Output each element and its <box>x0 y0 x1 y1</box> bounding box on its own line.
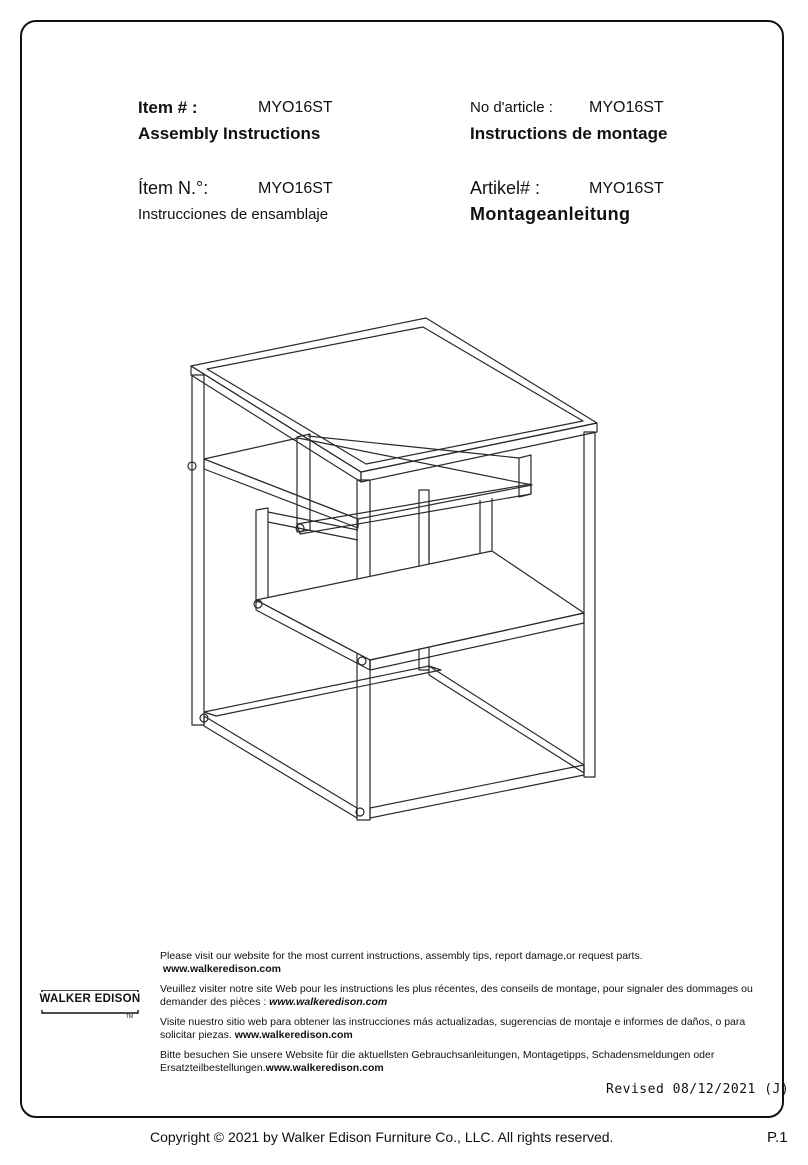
note-de-text: Bitte besuchen Sie unsere Website für die aktuellsten Gebrauchsanleitungen, Montagetipps, Schadensmeldungen oder Ersatzteilbestellungen. <box>160 1049 715 1074</box>
website-notes <box>160 950 766 1082</box>
fr-instructions-title: Instructions de montage <box>470 124 668 143</box>
note-es-url[interactable]: www.walkeredison.com <box>234 1029 353 1041</box>
note-en <box>160 950 766 976</box>
item-number-label: Item # : <box>138 98 198 117</box>
mid-frame-left <box>256 508 268 602</box>
note-en-url[interactable]: www.walkeredison.com <box>162 963 281 975</box>
logo-text: WALKER EDISON <box>39 993 141 1005</box>
bottom-frame-left <box>204 666 441 716</box>
note-fr <box>160 983 766 1009</box>
fr-item-label: No d'article : <box>470 99 553 116</box>
item-number-value: MYO16ST <box>258 99 333 116</box>
note-fr-text: Veuillez visiter notre site Web pour les instructions les plus récentes, des conseils de montage, pour signaler des dommages ou demander des pièces : <box>160 983 753 1008</box>
es-item-label: Ítem N.°: <box>138 178 209 198</box>
revision-date: Revised 08/12/2021 (J) <box>606 1082 790 1097</box>
de-item-label: Artikel# : <box>470 178 541 198</box>
bottom-frame-right <box>370 765 584 818</box>
walker-edison-logo <box>38 990 142 1020</box>
upper-cube-right <box>519 455 531 497</box>
de-item-value: MYO16ST <box>589 180 664 197</box>
left-front-leg <box>192 375 204 725</box>
logo-tm: TM <box>126 1014 134 1020</box>
assembly-instructions-title: Assembly Instructions <box>138 124 321 143</box>
fr-item-value: MYO16ST <box>589 99 664 116</box>
es-instructions-title: Instrucciones de ensamblaje <box>138 206 329 223</box>
de-instructions-title: Montageanleitung <box>470 204 631 224</box>
bottom-frame-front <box>204 716 357 818</box>
note-es <box>160 1016 766 1042</box>
note-es-text: Visite nuestro sitio web para obtener las instrucciones más actualizadas, sugerencias de montaje e informes de daños, o para solicitar piezas. <box>160 1016 746 1041</box>
right-back-leg <box>584 432 595 777</box>
copyright-footer: Copyright © 2021 by Walker Edison Furniture Co., LLC. All rights reserved. <box>150 1129 614 1145</box>
es-item-value: MYO16ST <box>258 180 333 197</box>
bottom-frame-back <box>429 666 584 773</box>
page-number: P.1 <box>767 1129 788 1146</box>
note-en-text: Please visit our website for the most current instructions, assembly tips, report damage,or request parts. <box>160 950 643 962</box>
note-de-url[interactable]: www.walkeredison.com <box>265 1062 384 1074</box>
note-de <box>160 1049 766 1075</box>
note-fr-url[interactable]: www.walkeredison.com <box>269 996 388 1008</box>
lower-shelf-top <box>256 551 584 660</box>
